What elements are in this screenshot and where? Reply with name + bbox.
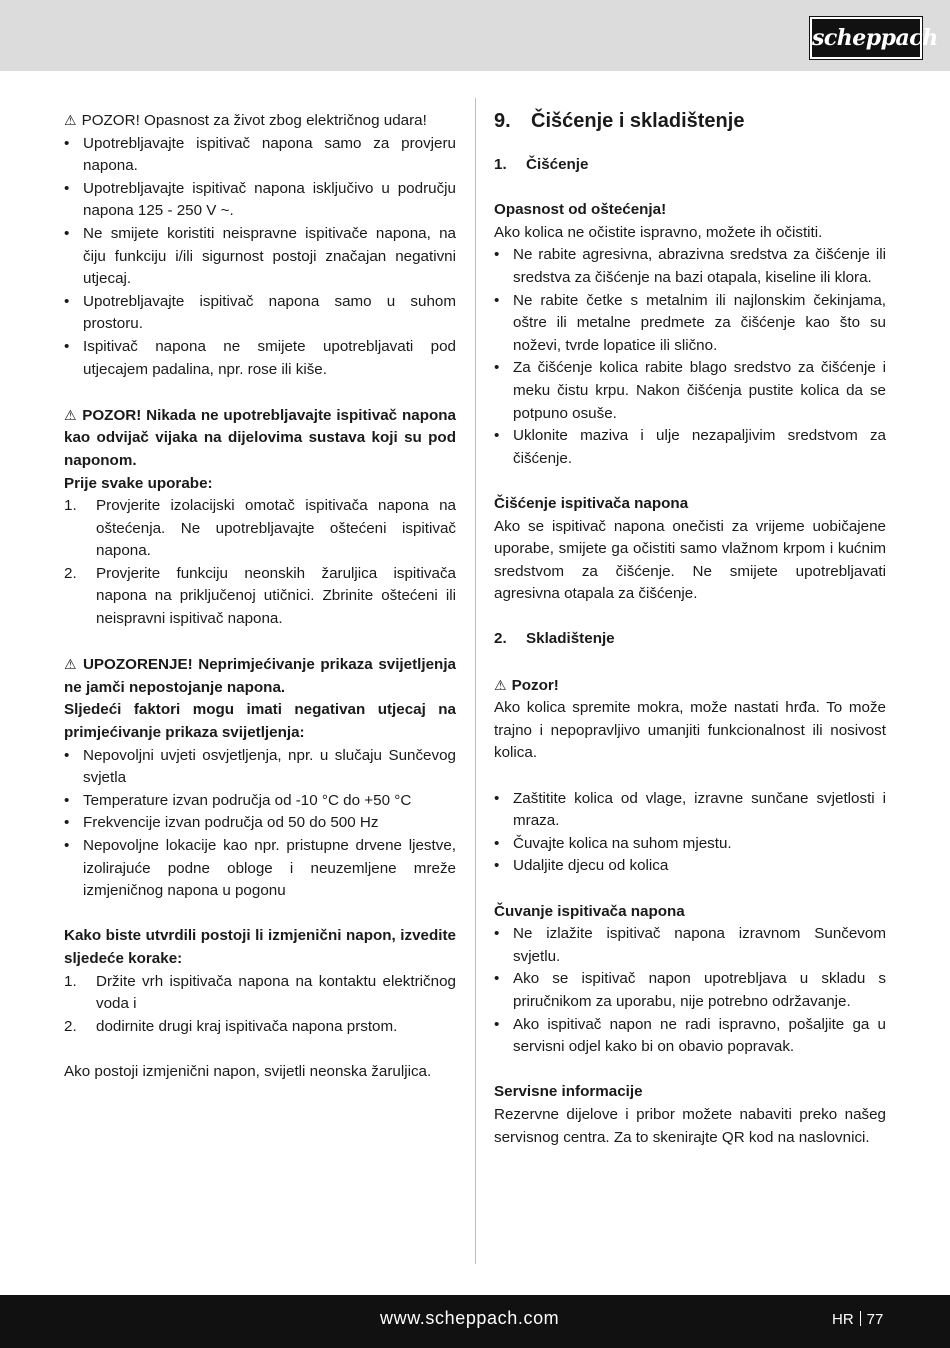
service-info-text: Rezervne dijelove i pribor možete nabaviti preko našeg servisnog centra. Za to skenirajte QR kod na naslovnici. [494, 1105, 886, 1146]
service-info-heading: Servisne informacije [494, 1083, 643, 1101]
list-item: • Ne smijete koristiti neispravne ispitivače napona, na čiju funkciju i/ili sigurnost postoji značajan negativni utjecaj. [64, 223, 456, 291]
tester-cleaning-heading: Čišćenje ispitivača napona [494, 494, 689, 512]
tester-storage-heading: Čuvanje ispitivača napona [494, 902, 685, 920]
list-item: • Nepovoljne lokacije kao npr. pristupne drvene ljestve, izolirajuće podne obloge i neuzemljene mreže izmjeničnog napona u pogonu [64, 835, 456, 903]
ac-check-heading: Kako biste utvrdili postoji li izmjenični napon, izvedite sljedeće korake: [64, 927, 456, 967]
storage-rules-list [494, 788, 886, 878]
list-item: • Ne izlažite ispitivač napona izravnom Sunčevom svjetlu. [494, 923, 886, 968]
page-number: HR 77 [832, 1311, 884, 1328]
storage-warning-heading: ⚠ Pozor! [494, 676, 559, 694]
list-item: • Ne rabite četke s metalnim ili najlonskim čekinjama, oštre ili metalne predmete za čišćenje kao što su noževi, tvrde lopatice ili slično. [494, 290, 886, 358]
indicator-warning: ⚠ UPOZORENJE! Neprimjećivanje prikaza svijetljenja ne jamči nepostojanje napona. [64, 656, 456, 696]
electric-shock-warning: ⚠ POZOR! Opasnost za život zbog električnog udara! [64, 112, 427, 129]
warning-triangle-icon: ⚠ [64, 112, 77, 128]
usage-rules-list [64, 133, 456, 382]
list-item: 2. dodirnite drugi kraj ispitivača napona prstom. [64, 1017, 398, 1035]
cleaning-heading: 1. Čišćenje [494, 156, 589, 173]
ac-check-result: Ako postoji izmjenični napon, svijetli neonska žaruljica. [64, 1062, 432, 1080]
website-link[interactable]: www.scheppach.com [380, 1308, 560, 1328]
header-band [0, 0, 950, 71]
list-item: 1. Provjerite izolacijski omotač ispitivača napona na oštećenja. Ne upotrebljavajte oštećeni ispitivač napona. [64, 497, 456, 560]
list-item: • Ne rabite agresivna, abrazivna sredstva za čišćenje ili sredstva za čišćenje na bazi otapala, kiseline ili klora. [494, 244, 886, 289]
brand-logo: scheppach [810, 17, 922, 59]
column-divider [475, 98, 476, 1264]
tester-storage-list [494, 923, 886, 1059]
warning-triangle-icon: ⚠ [494, 676, 507, 693]
section-title: 9. Čišćenje i skladištenje [494, 110, 745, 132]
list-item: • Upotrebljavajte ispitivač napona samo za provjeru napona. [64, 133, 456, 178]
cleaning-rules-list [494, 244, 886, 470]
factors-list [64, 745, 456, 903]
list-item: • Upotrebljavajte ispitivač napona samo u suhom prostoru. [64, 291, 456, 336]
storage-warning-text: Ako kolica spremite mokra, može nastati hrđa. To može trajno i nepopravljivo umanjiti funkcionalnost ili nosivost kolica. [494, 699, 886, 762]
factors-heading: Sljedeći faktori mogu imati negativan utjecaj na primjećivanje prikaza svijetljenja: [64, 701, 456, 742]
before-use-heading: Prije svake uporabe: [64, 474, 213, 492]
list-item: • Udaljite djecu od kolica [494, 855, 886, 878]
warning-triangle-icon: ⚠ [64, 656, 78, 673]
damage-danger-text: Ako kolica ne očistite ispravno, možete ih očistiti. [494, 223, 823, 241]
list-item: • Zaštitite kolica od vlage, izravne sunčane svjetlosti i mraza. [494, 788, 886, 833]
screwdriver-warning: ⚠ POZOR! Nikada ne upotrebljavajte ispitivač napona kao odvijač vijaka na dijelovima sustava koji su pod naponom. [64, 406, 456, 469]
list-item: • Frekvencije izvan područja od 50 do 500 Hz [64, 812, 456, 835]
footer-bar [0, 1295, 950, 1348]
list-item: • Čuvajte kolica na suhom mjestu. [494, 833, 886, 856]
tester-cleaning-text: Ako se ispitivač napona onečisti za vrijeme uobičajene uporabe, smijete ga očistiti samo vlažnom krpom i kućnim sredstvom za čišćenje. Ne smijete upotrebljavati agresivna otapala za čišćenje. [494, 517, 886, 603]
list-item: • Temperature izvan područja od -10 °C do +50 °C [64, 790, 456, 813]
ac-check-steps [64, 971, 456, 1039]
list-item: • Ispitivač napona ne smijete upotrebljavati pod utjecajem padalina, npr. rose ili kiše. [64, 336, 456, 381]
list-item: 1. Držite vrh ispitivača napona na kontaktu električnog voda i [64, 972, 456, 1013]
list-item: • Upotrebljavajte ispitivač napona isključivo u području napona 125 - 250 V ~. [64, 178, 456, 223]
left-column [64, 109, 456, 1084]
storage-heading: 2. Skladištenje [494, 630, 615, 648]
list-item: • Ako se ispitivač napon upotrebljava u skladu s priručnikom za uporabu, nije potrebno održavanje. [494, 968, 886, 1013]
list-item: • Nepovoljni uvjeti osvjetljenja, npr. u slučaju Sunčevog svjetla [64, 745, 456, 790]
list-item: • Za čišćenje kolica rabite blago sredstvo za čišćenje i meku čistu krpu. Nakon čišćenja pustite kolica da se potpuno osuše. [494, 357, 886, 425]
before-use-steps [64, 495, 456, 631]
list-item: • Uklonite maziva i ulje nezapaljivim sredstvom za čišćenje. [494, 425, 886, 470]
damage-danger-heading: Opasnost od oštećenja! [494, 201, 667, 219]
right-column [494, 109, 886, 1149]
list-item: • Ako ispitivač napon ne radi ispravno, pošaljite ga u servisni odjel kako bi on obavio popravak. [494, 1014, 886, 1059]
list-item: 2. Provjerite funkciju neonskih žaruljica ispitivača napona na priključenoj utičnici. Zbrinite oštećeni ili neispravni ispitivač napona. [64, 564, 456, 628]
warning-triangle-icon: ⚠ [64, 406, 78, 423]
